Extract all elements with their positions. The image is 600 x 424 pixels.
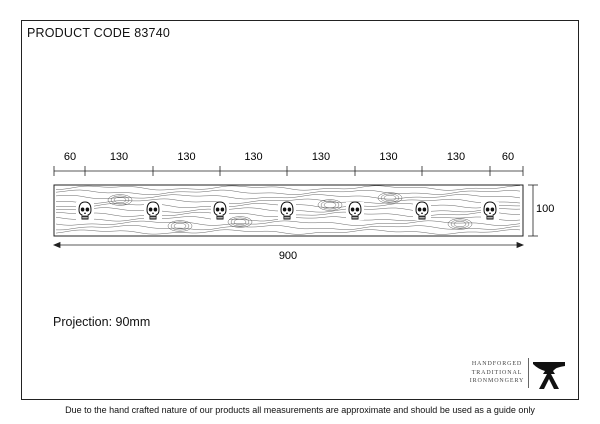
- top-dimension-line: [54, 166, 523, 176]
- top-dimension-label-6: 130: [379, 151, 398, 163]
- projection-note: Projection: 90mm: [53, 315, 151, 329]
- top-dimension-label-7: 130: [446, 151, 466, 163]
- skull-hook-icon: [76, 202, 94, 220]
- brand-logo-text: [468, 360, 526, 386]
- product-code: PRODUCT CODE 83740: [27, 26, 170, 40]
- skull-hook-icon: [278, 202, 296, 220]
- top-dimension-labels: [64, 151, 514, 163]
- skull-hook-icon: [413, 202, 431, 220]
- top-dimension-label-2: 130: [109, 151, 129, 163]
- skull-hook-icon: [481, 202, 499, 220]
- top-dimension-label-4: 130: [244, 151, 263, 163]
- overall-dimension-line: [54, 243, 523, 248]
- top-dimension-label-5: 130: [311, 151, 331, 163]
- logo-line-2: TRADITIONAL: [471, 369, 523, 376]
- anvil-icon: [532, 358, 566, 390]
- top-dimension-label-3: 130: [177, 151, 196, 163]
- top-dimension-label-8: 60: [501, 151, 515, 163]
- skull-hook-icon: [346, 202, 364, 220]
- skull-hook-icon: [211, 202, 229, 220]
- top-dimension-label-1: 60: [63, 151, 77, 163]
- disclaimer: Due to the hand crafted nature of our products all measurements are approximate and should be used as a guide only: [65, 405, 535, 415]
- logo-line-3: IRONMONGERY: [469, 378, 525, 384]
- logo-divider: [528, 358, 529, 388]
- height-label: 100: [536, 203, 555, 215]
- skull-hook-icon: [144, 202, 162, 220]
- overall-length-label: 900: [278, 250, 298, 262]
- logo-line-1: HANDFORGED: [471, 361, 523, 367]
